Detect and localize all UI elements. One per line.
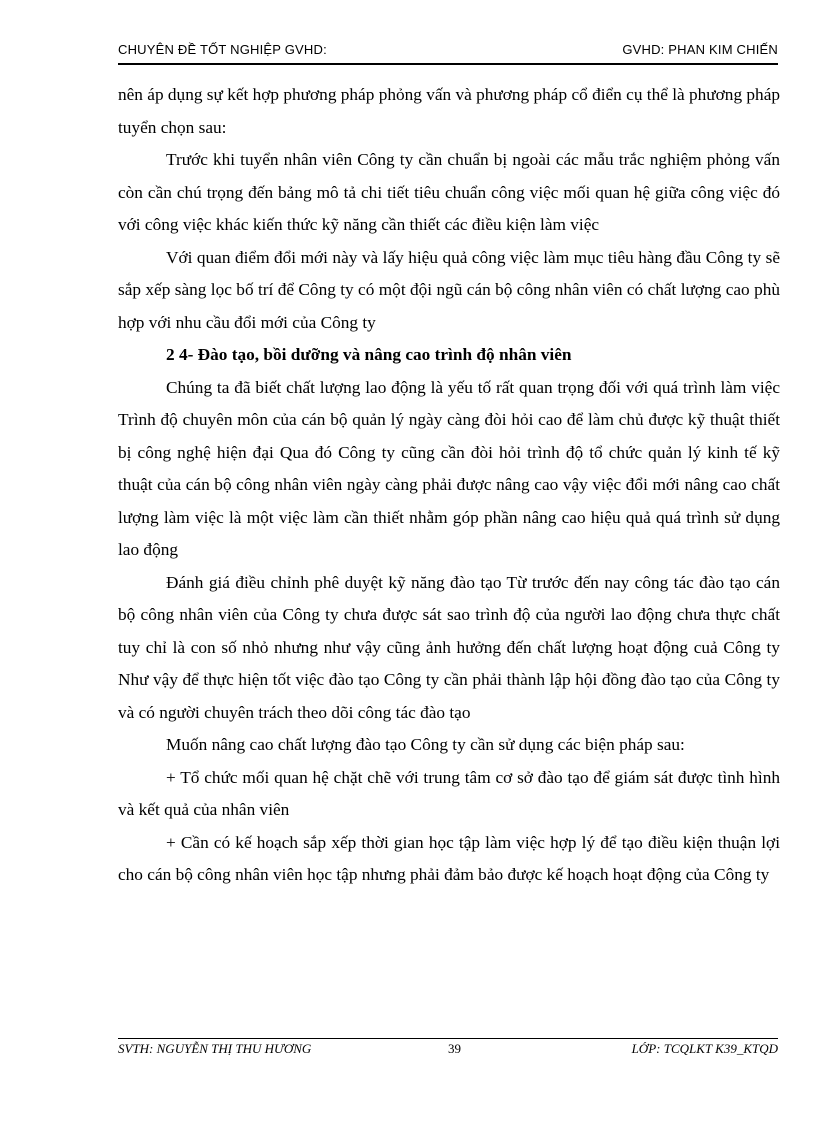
paragraph-3: Với quan điểm đổi mới này và lấy hiệu quả công việc làm mục tiêu hàng đầu Công ty sẽ sắp xếp sàng lọc bố trí để Công ty có một đội ngũ cán bộ công nhân viên có chất lượng cao phù hợp với nhu cầu đổi mới của Công ty bbox=[118, 247, 780, 332]
body-text bbox=[118, 79, 780, 892]
paragraph-7: + Tổ chức mối quan hệ chặt chẽ với trung tâm cơ sở đào tạo để giám sát được tình hình và kết quả của nhân viên bbox=[118, 767, 780, 819]
footer-author: SVTH: NGUYỄN THỊ THU HƯƠNG bbox=[118, 1041, 312, 1056]
header-left-text: CHUYÊN ĐỀ TỐT NGHIỆP GVHD: bbox=[118, 42, 327, 57]
paragraph-8: + Cần có kế hoạch sắp xếp thời gian học tập làm việc hợp lý để tạo điều kiện thuận lợi cho cán bộ công nhân viên học tập nhưng phải đảm bảo được kế hoạch hoạt động của Công ty bbox=[118, 832, 780, 884]
paragraph-4: Chúng ta đã biết chất lượng lao động là yếu tố rất quan trọng đối với quá trình làm việc Trình độ chuyên môn của cán bộ quản lý ngày càng đòi hỏi cao để làm chủ được kỹ thuật thiết bị công nghệ hiện đại Qua đó Công ty cũng cần đòi hỏi trình độ tổ chức quản lý kinh tế kỹ thuật của cán bộ công nhân viên ngày càng phải được nâng cao vậy việc đổi mới nâng cao chất lượng làm việc là một việc làm cần thiết nhằm góp phần nâng cao hiệu quả quá trình sử dụng lao động bbox=[118, 377, 780, 559]
footer-class: LỚP: TCQLKT K39_KTQD bbox=[631, 1041, 778, 1056]
paragraph-5: Đánh giá điều chỉnh phê duyệt kỹ năng đào tạo Từ trước đến nay công tác đào tạo cán bộ công nhân viên của Công ty chưa được sát sao trình độ của người lao động chưa thực chất tuy chỉ là con số nhỏ nhưng như vậy cũng ảnh hưởng đến chất lượng hoạt động cuả Công ty Như vậy để thực hiện tốt việc đào tạo Công ty cần phải thành lập hội đồng đào tạo của Công ty và có người chuyên trách theo dõi công tác đào tạo bbox=[118, 572, 780, 722]
page-header bbox=[118, 42, 778, 62]
header-right-text: GVHD: PHAN KIM CHIẾN bbox=[622, 42, 778, 57]
paragraph-6: Muốn nâng cao chất lượng đào tạo Công ty cần sử dụng các biện pháp sau: bbox=[166, 735, 685, 754]
header-divider bbox=[118, 63, 778, 65]
page-footer bbox=[118, 1041, 778, 1061]
paragraph-2: Trước khi tuyển nhân viên Công ty cần chuẩn bị ngoài các mẫu trắc nghiệm phỏng vấn còn cần chú trọng đến bảng mô tả chi tiết tiêu chuẩn công việc mối quan hệ giữa công việc đó với công việc khác kiến thức kỹ năng cần thiết các điều kiện làm việc bbox=[118, 150, 780, 234]
page-number: 39 bbox=[448, 1041, 461, 1056]
footer-divider bbox=[118, 1038, 778, 1039]
section-heading: 2 4- Đào tạo, bồi dưỡng và nâng cao trình độ nhân viên bbox=[166, 345, 572, 364]
paragraph-1: nên áp dụng sự kết hợp phương pháp phỏng vấn và phương pháp cổ điển cụ thể là phương pháp tuyển chọn sau: bbox=[118, 85, 780, 137]
